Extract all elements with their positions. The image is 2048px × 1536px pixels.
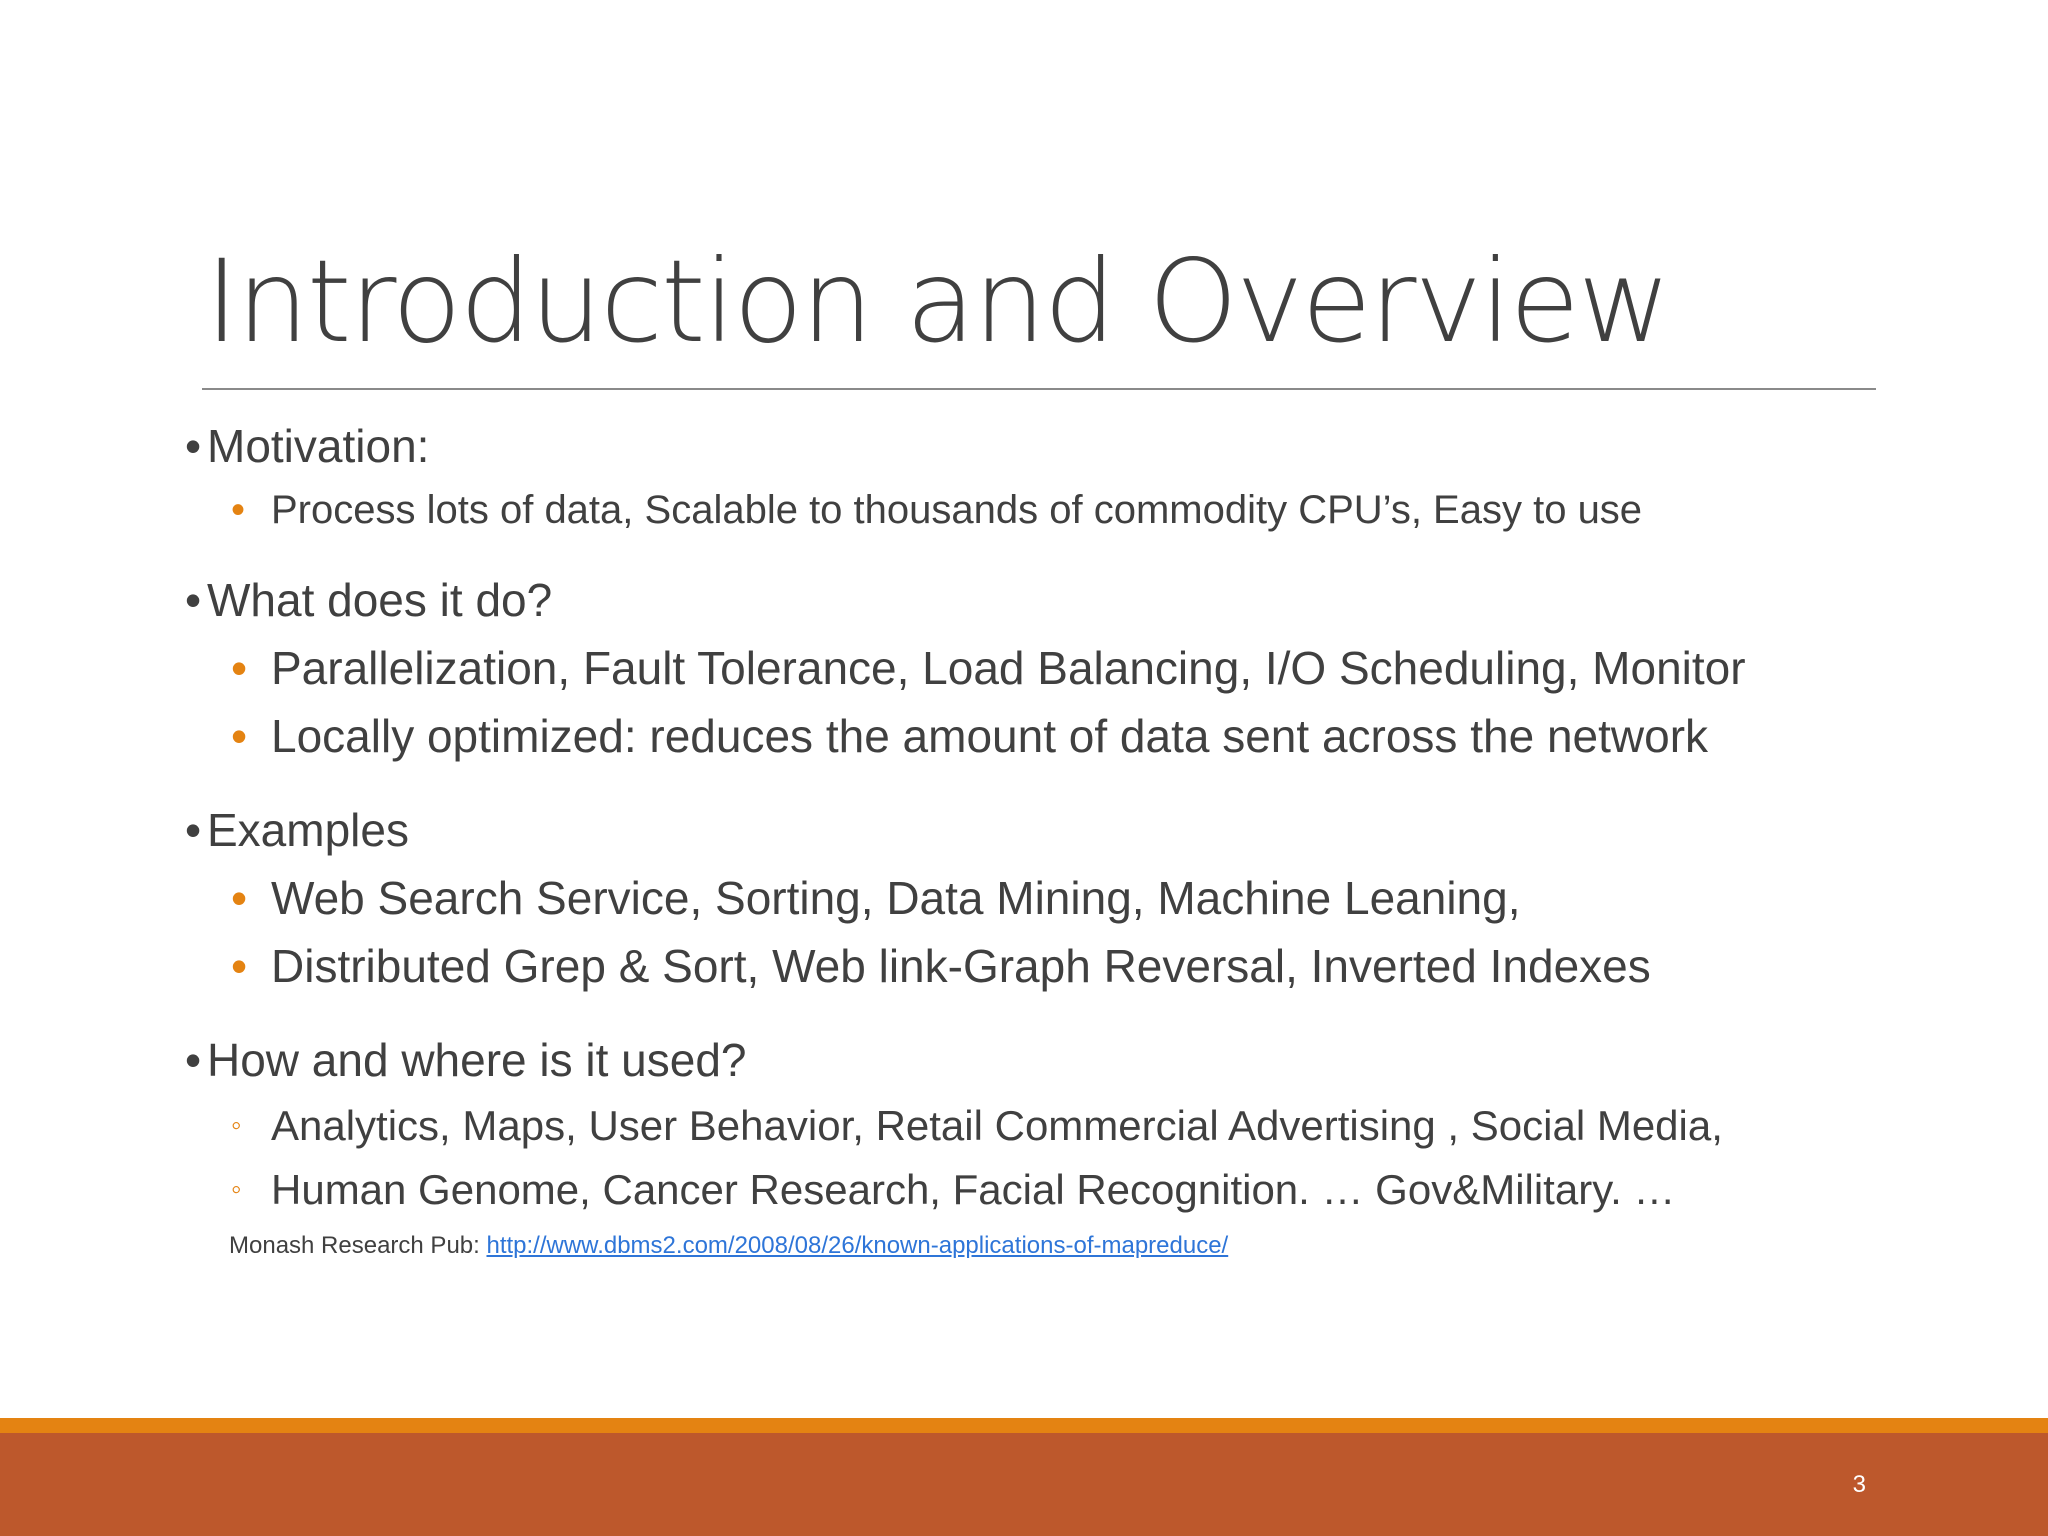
slide-title: Introduction and Overview — [205, 235, 1670, 368]
bullet-heading — [185, 566, 1905, 634]
sub-bullet-list — [185, 634, 1905, 770]
ring-bullet-icon: ◦ — [231, 1173, 242, 1206]
sub-bullet — [185, 702, 1905, 770]
footer-accent-bar — [0, 1418, 2048, 1433]
sub-bullet-text: Web Search Service, Sorting, Data Mining, Machine Leaning, — [271, 872, 1521, 924]
sub-bullet — [185, 634, 1905, 702]
page-number: 3 — [1852, 1471, 1866, 1498]
spacer — [185, 1000, 1905, 1026]
sub-bullet-text: Distributed Grep & Sort, Web link-Graph Reversal, Inverted Indexes — [271, 940, 1651, 992]
section-examples — [185, 796, 1905, 1000]
sub-bullet — [185, 864, 1905, 932]
section-what-does-it-do — [185, 566, 1905, 770]
source-citation — [185, 1228, 1905, 1264]
bullet-heading — [185, 796, 1905, 864]
bullet-heading — [185, 412, 1905, 480]
sub-bullet — [185, 1094, 1905, 1158]
sub-bullet-text: Analytics, Maps, User Behavior, Retail Commercial Advertising , Social Media, — [271, 1102, 1723, 1149]
source-label: Monash Research Pub: — [229, 1232, 480, 1259]
orange-bullet-icon: • — [231, 488, 246, 532]
ring-bullet-icon: ◦ — [231, 1109, 242, 1142]
bullet-dot-icon: • — [185, 1034, 202, 1086]
sub-bullet-text: Parallelization, Fault Tolerance, Load Balancing, I/O Scheduling, Monitor — [271, 642, 1746, 694]
orange-bullet-icon: • — [231, 710, 248, 762]
bullet-heading — [185, 1026, 1905, 1094]
heading-text: How and where is it used? — [207, 1034, 747, 1086]
spacer — [185, 770, 1905, 796]
orange-bullet-icon: • — [231, 940, 248, 992]
bullet-dot-icon: • — [185, 574, 202, 626]
slide-content — [185, 412, 1905, 1264]
sub-bullet — [185, 480, 1905, 540]
sub-bullet — [185, 1158, 1905, 1222]
heading-text: Examples — [207, 804, 409, 856]
section-how-and-where — [185, 1026, 1905, 1264]
spacer — [185, 540, 1905, 566]
sub-bullet — [185, 932, 1905, 1000]
bullet-dot-icon: • — [185, 420, 202, 472]
title-divider — [202, 388, 1876, 390]
orange-bullet-icon: • — [231, 872, 248, 924]
section-motivation — [185, 412, 1905, 540]
sub-bullet-text: Process lots of data, Scalable to thousands of commodity CPU’s, Easy to use — [271, 488, 1643, 532]
bullet-dot-icon: • — [185, 804, 202, 856]
sub-bullet-list — [185, 480, 1905, 540]
sub-bullet-text: Human Genome, Cancer Research, Facial Recognition. … Gov&Military. … — [271, 1166, 1676, 1213]
orange-bullet-icon: • — [231, 642, 248, 694]
sub-bullet-list — [185, 1094, 1905, 1222]
sub-bullet-text: Locally optimized: reduces the amount of data sent across the network — [271, 710, 1709, 762]
source-link[interactable]: http://www.dbms2.com/2008/08/26/known-applications-of-mapreduce/ — [486, 1232, 1229, 1259]
heading-text: Motivation: — [207, 420, 430, 472]
sub-bullet-list — [185, 864, 1905, 1000]
heading-text: What does it do? — [207, 574, 553, 626]
footer-bar — [0, 1433, 2048, 1536]
